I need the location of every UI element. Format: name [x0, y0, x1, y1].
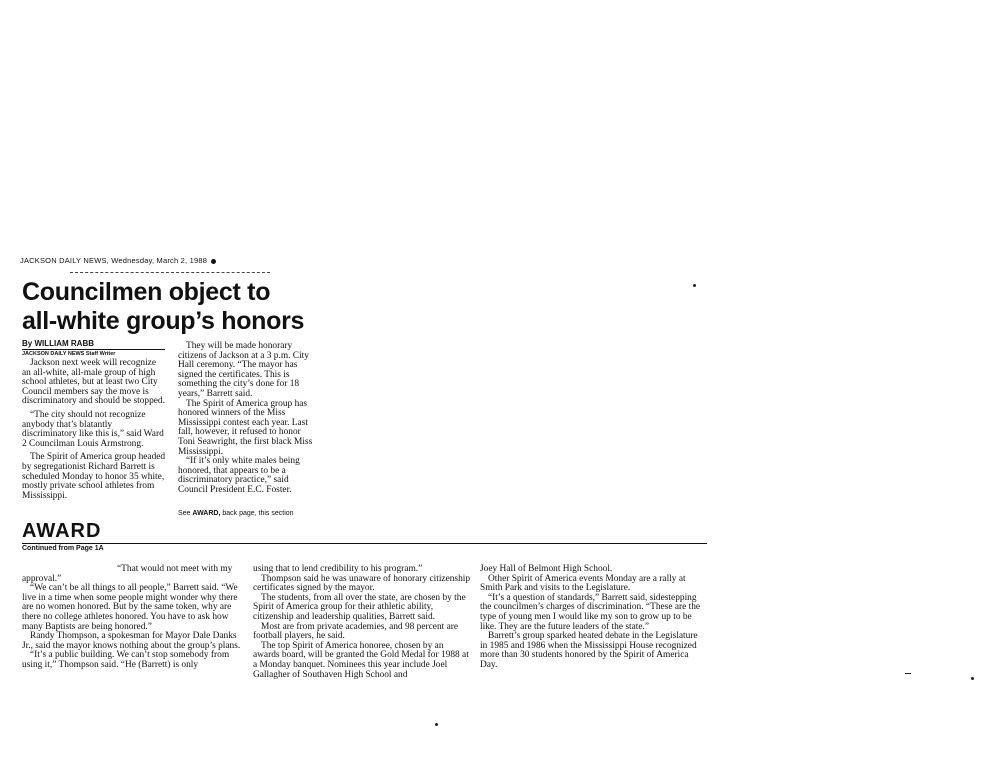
scan-speck — [435, 723, 438, 726]
paragraph: using that to lend credibility to his program.” — [253, 564, 423, 574]
article-column-2 — [178, 342, 318, 496]
paragraph: The Spirit of America group has honored winners of the Miss Mississippi contest each year. Last fall, however, it refused to honor Toni Seawright, the first black Miss Mississippi. — [178, 398, 313, 457]
paragraph: Most are from private academies, and 98 percent are football players, he said. — [253, 621, 459, 642]
dateline: JACKSON DAILY NEWS, Wednesday, March 2, 1988 — [20, 256, 216, 265]
paragraph: Joey Hall of Belmont High School. — [480, 564, 613, 574]
article-column-1 — [22, 359, 167, 501]
paragraph: Randy Thompson, a spokesman for Mayor Dale Danks Jr., said the mayor knows nothing about the group’s plans. — [22, 631, 241, 651]
jump-rule — [22, 543, 707, 544]
scan-speck — [971, 677, 974, 680]
paragraph: The top Spirit of America honoree, chosen by an awards board, will be granted the Gold Medal for 1988 at a Monday banquet. Nominees this year include Joel Gallagher of Southaven High School and — [253, 640, 469, 680]
paragraph: “If it’s only white males being honored, that appears to be a discriminatory practice,” said Council President E.C. Foster. — [178, 456, 300, 495]
continued-line: Continued from Page 1A — [22, 545, 104, 552]
jump-column-2 — [253, 565, 471, 680]
byline-credit: JACKSON DAILY NEWS Staff Writer — [22, 351, 116, 357]
paragraph: The Spirit of America group headed by segregationist Richard Barrett is scheduled Monday to honor 35 white, mostly private school athletes from Mississippi. — [22, 452, 166, 501]
byline: By WILLIAM RABB — [22, 339, 94, 348]
paragraph: “The city should not recognize anybody that’s blatantly discriminatory like this is,” said Ward 2 Councilman Louis Armstrong. — [22, 409, 164, 449]
jump-headline: AWARD — [22, 520, 102, 542]
paragraph: “We can’t be all things to all people,” Barrett said. “We live in a time when some people might wonder why there are no women honored. But by the same token, why are there no college athletes honored. You have to ask how many Baptists are being honored.” — [22, 583, 238, 632]
paragraph: “It’s a public building. We can’t stop somebody from using it,” Thompson said. “He (Barrett) is only — [22, 650, 230, 670]
top-rule — [70, 272, 270, 273]
headline-line-1: Councilmen object to — [22, 278, 271, 306]
see-also-jump: See AWARD, back page, this section — [178, 510, 294, 517]
paragraph: They will be made honorary citizens of Jackson at a 3 p.m. City Hall ceremony. “The mayor has signed the certificates. This is something the city’s done for 18 years,” Barrett said. — [178, 341, 309, 399]
paragraph: Other Spirit of America events Monday are a rally at Smith Park and visits to the Legislature. — [480, 573, 686, 594]
paragraph: The students, from all over the state, are chosen by the Spirit of America group for their athletic ability, citizenship and leadership qualities, Barrett said. — [253, 592, 466, 622]
paragraph: “That would not meet with my approval.” — [22, 564, 233, 584]
jump-column-1 — [22, 565, 244, 671]
scan-speck — [693, 284, 696, 287]
paragraph: Thompson said he was unaware of honorary citizenship certificates signed by the mayor. — [253, 573, 471, 594]
bullet-icon — [211, 259, 216, 264]
headline — [22, 278, 342, 336]
scan-speck — [905, 673, 911, 674]
paragraph: “It’s a question of standards,” Barrett said, sidestepping the councilmen’s charges of discrimination. “These are the type of young men I would like my son to grow up to be like. They are the future leaders of the state.” — [480, 592, 701, 632]
headline-line-2: all-white group’s honors — [22, 307, 305, 335]
jump-column-3 — [480, 565, 705, 671]
paragraph: Jackson next week will recognize an all-white, all-male group of high school athletes, but at least two City Council members say the move is discriminatory and should be stopped. — [22, 358, 165, 407]
paragraph: Barrett’s group sparked heated debate in the Legislature in 1985 and 1986 when the Mississippi House recognized more than 30 students honored by the Spirit of America Day. — [480, 631, 698, 670]
byline-rule — [22, 349, 165, 350]
